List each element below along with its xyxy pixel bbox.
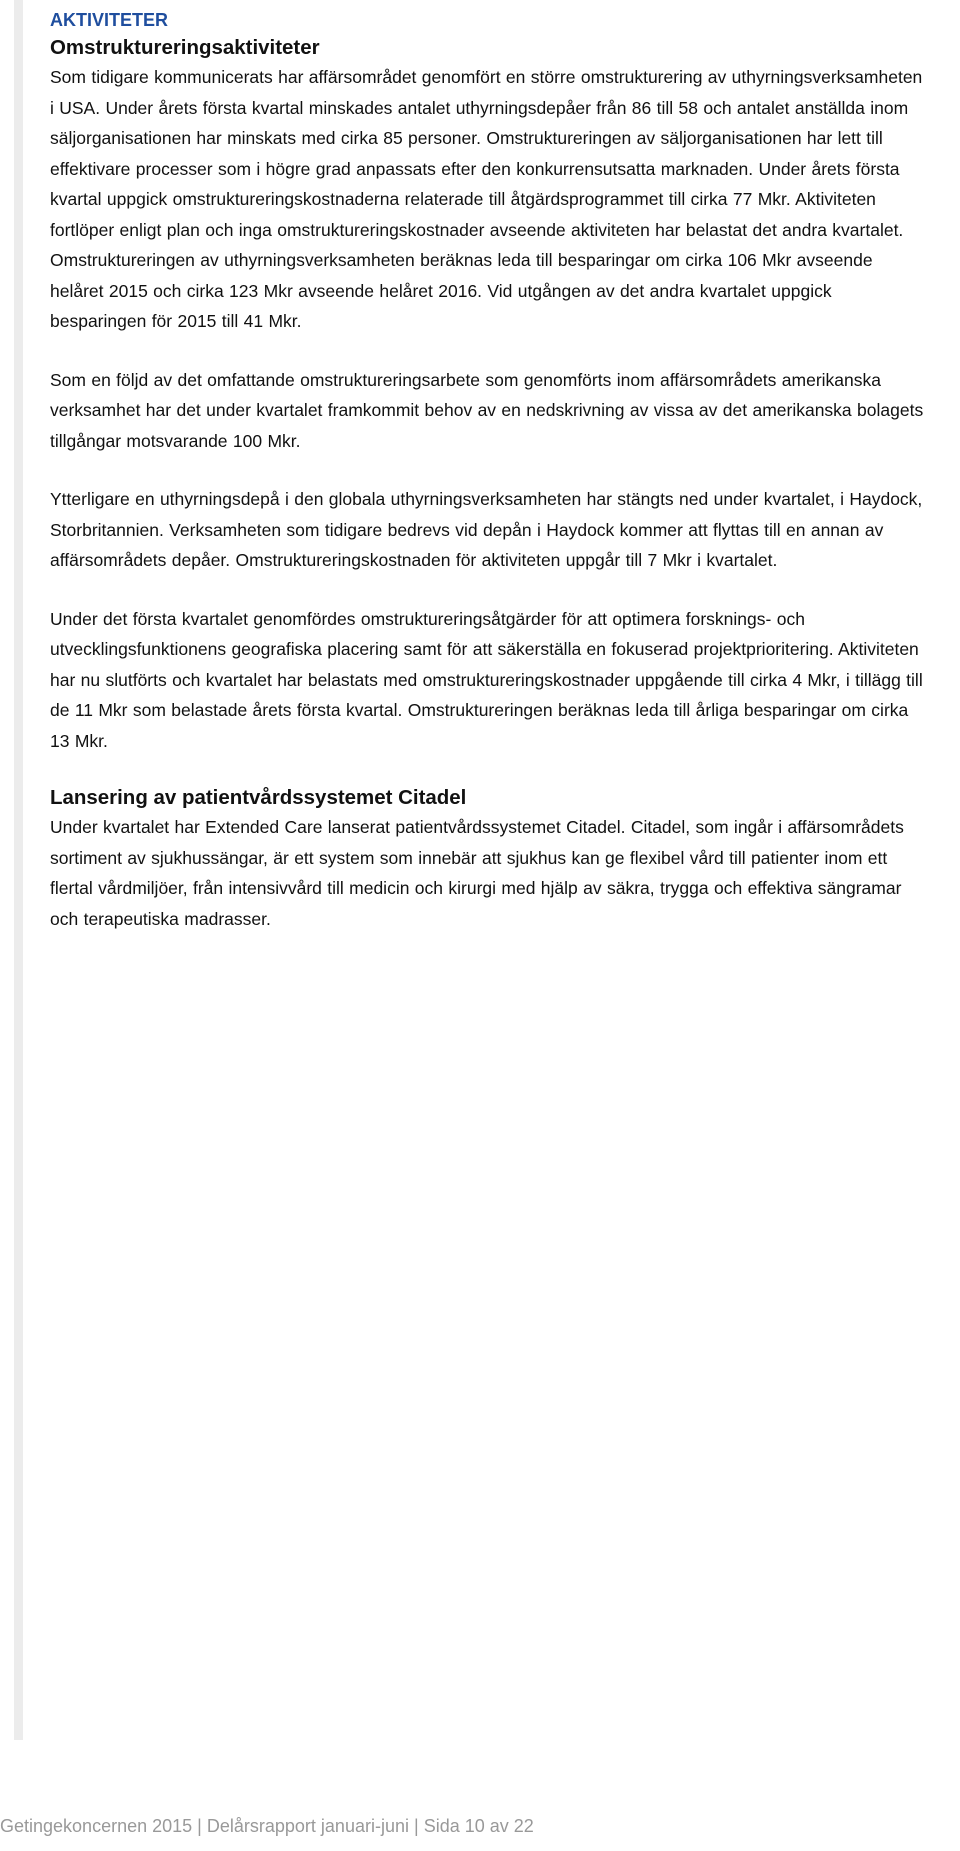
restructuring-paragraph-4: Under det första kvartalet genomfördes omstruktureringsåtgärder för att optimera forsknings- och utvecklingsfunktionens geografiska placering samt för att säkerställa en fokuserad projektprioritering. Aktiviteten har nu slutförts och kvartalet har belastats med omstruktureringskostnader uppgående till cirka 4 Mkr, i tillägg till de 11 Mkr som belastade årets första kvartal. Omstruktureringen beräknas leda till årliga besparingar om cirka 13 Mkr. (50, 608, 923, 751)
document-body (50, 6, 930, 962)
citadel-paragraph: Under kvartalet har Extended Care lanserat patientvårdssystemet Citadel. Citadel, som ingår i affärsområdets sortiment av sjukhussängar, är ett system som innebär att sjukhus kan ge flexibel vård till patienter inom ett flertal vårdmiljöer, från intensivvård till medicin och kirurgi med hjälp av säkra, trygga och effektiva sängramar och terapeutiska madrasser. (50, 817, 904, 929)
page-footer (0, 1806, 960, 1846)
section-title: AKTIVITETER (50, 10, 169, 30)
margin-rule (14, 0, 23, 1740)
footer-separator: | (414, 1816, 419, 1836)
footer-page-number: Sida 10 av 22 (423, 1816, 534, 1836)
footer-company: Getingekoncernen 2015 (0, 1816, 193, 1836)
citadel-heading: Lansering av patientvårdssystemet Citadel (50, 786, 467, 809)
restructuring-paragraph-1: Som tidigare kommunicerats har affärsområdet genomfört en större omstrukturering av uthyrningsverksamheten i USA. Under årets första kvartal minskades antalet uthyrningsdepåer från 86 till 58 och antalet anställda inom säljorganisationen har minskats med cirka 85 personer. Omstruktureringen av säljorganisationen har lett till effektivare processer som i högre grad anpassats efter den konkurrensutsatta marknaden. Under årets första kvartal uppgick omstruktureringskostnaderna relaterade till åtgärdsprogrammet till cirka 77 Mkr. Aktiviteten fortlöper enligt plan och inga omstruktureringskostnader avseende aktiviteten har belastat det andra kvartalet. Omstruktureringen av uthyrningsverksamheten beräknas leda till besparingar om cirka 106 Mkr avseende helåret 2015 och cirka 123 Mkr avseende helåret 2016. Vid utgången av det andra kvartalet uppgick besparingen för 2015 till 41 Mkr. (50, 67, 923, 331)
restructuring-paragraph-3: Ytterligare en uthyrningsdepå i den globala uthyrningsverksamheten har stängts ned under kvartalet, i Haydock, Storbritannien. Verksamheten som tidigare bedrevs vid depån i Haydock kommer att flyttas till en annan av affärsområdets depåer. Omstruktureringskostnaden för aktiviteten uppgår till 7 Mkr i kvartalet. (50, 489, 923, 570)
restructuring-paragraph-2: Som en följd av det omfattande omstruktureringsarbete som genomförts inom affärsområdets amerikanska verksamhet har det under kvartalet framkommit behov av en nedskrivning av vissa av det amerikanska bolagets tillgångar motsvarande 100 Mkr. (50, 369, 924, 451)
footer-report: Delårsrapport januari-juni (206, 1816, 409, 1836)
restructuring-heading: Omstruktureringsaktiviteter (50, 36, 320, 59)
footer-separator: | (197, 1816, 202, 1836)
